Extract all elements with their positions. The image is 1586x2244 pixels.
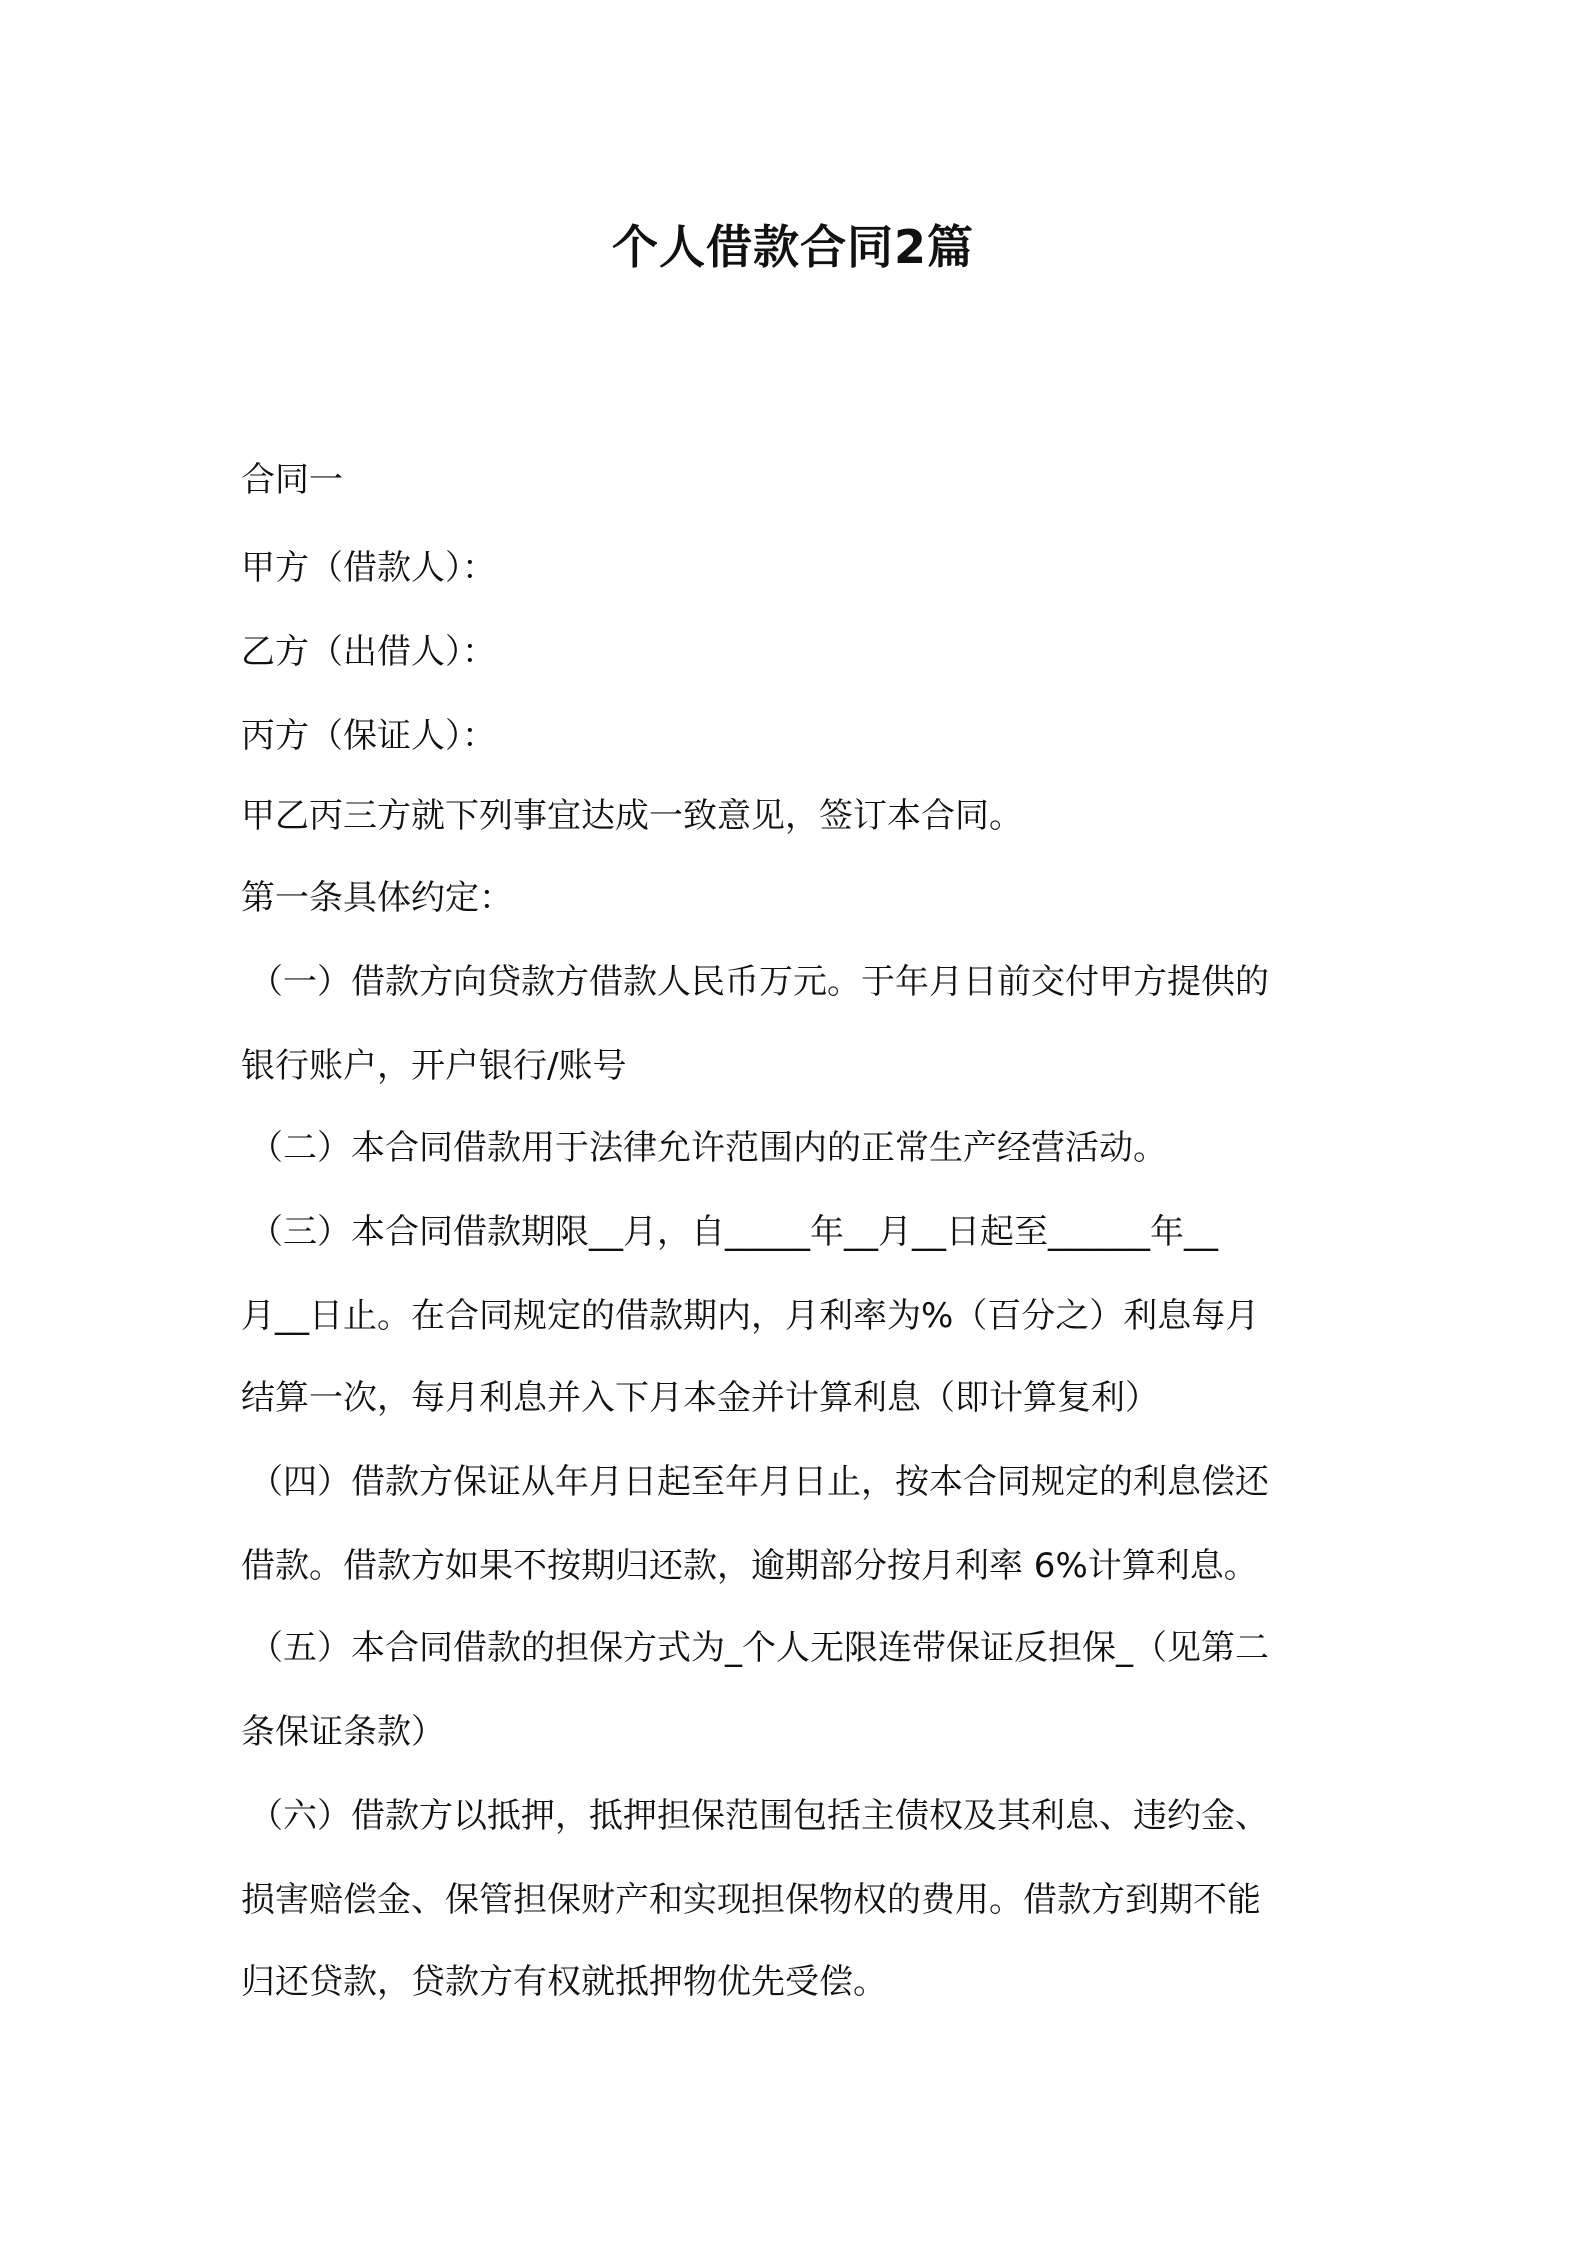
article-one-heading: 第一条具体约定：	[241, 878, 513, 918]
clause-1-line-2: 银行账户，开户银行/账号	[241, 1046, 627, 1086]
page-title: 个人借款合同2篇	[611, 220, 974, 274]
clause-2-line-1: （二）本合同借款用于法律允许范围内的正常生产经营活动。	[249, 1128, 1167, 1168]
party-b-line: 乙方（出借人）：	[241, 632, 496, 672]
clause-3-line-1: （三）本合同借款期限__月，自_____年__月__日起至______年__	[249, 1212, 1218, 1252]
section-heading: 合同一	[241, 460, 343, 500]
party-c-line: 丙方（保证人）：	[241, 716, 496, 756]
clause-6-line-2: 损害赔偿金、保管担保财产和实现担保物权的费用。借款方到期不能	[241, 1880, 1261, 1920]
clause-4-line-2: 借款。借款方如果不按期归还款，逾期部分按月利率 6%计算利息。	[241, 1546, 1258, 1586]
clause-1-line-1: （一）借款方向贷款方借款人民币万元。于年月日前交付甲方提供的	[249, 962, 1269, 1002]
clause-6-line-1: （六）借款方以抵押，抵押担保范围包括主债权及其利息、违约金、	[249, 1796, 1269, 1836]
clause-5-line-2: 条保证条款）	[241, 1712, 445, 1752]
clause-3-line-3: 结算一次，每月利息并入下月本金并计算利息（即计算复利）	[241, 1378, 1159, 1418]
clause-4-line-1: （四）借款方保证从年月日起至年月日止，按本合同规定的利息偿还	[249, 1462, 1269, 1502]
agreement-intro: 甲乙丙三方就下列事宜达成一致意见，签订本合同。	[241, 796, 1023, 836]
clause-6-line-3: 归还贷款，贷款方有权就抵押物优先受偿。	[241, 1962, 887, 2002]
party-a-line: 甲方（借款人）：	[241, 548, 496, 588]
clause-3-line-2: 月__日止。在合同规定的借款期内，月利率为%（百分之）利息每月	[241, 1296, 1260, 1336]
clause-5-line-1: （五）本合同借款的担保方式为_个人无限连带保证反担保_（见第二	[249, 1628, 1269, 1668]
